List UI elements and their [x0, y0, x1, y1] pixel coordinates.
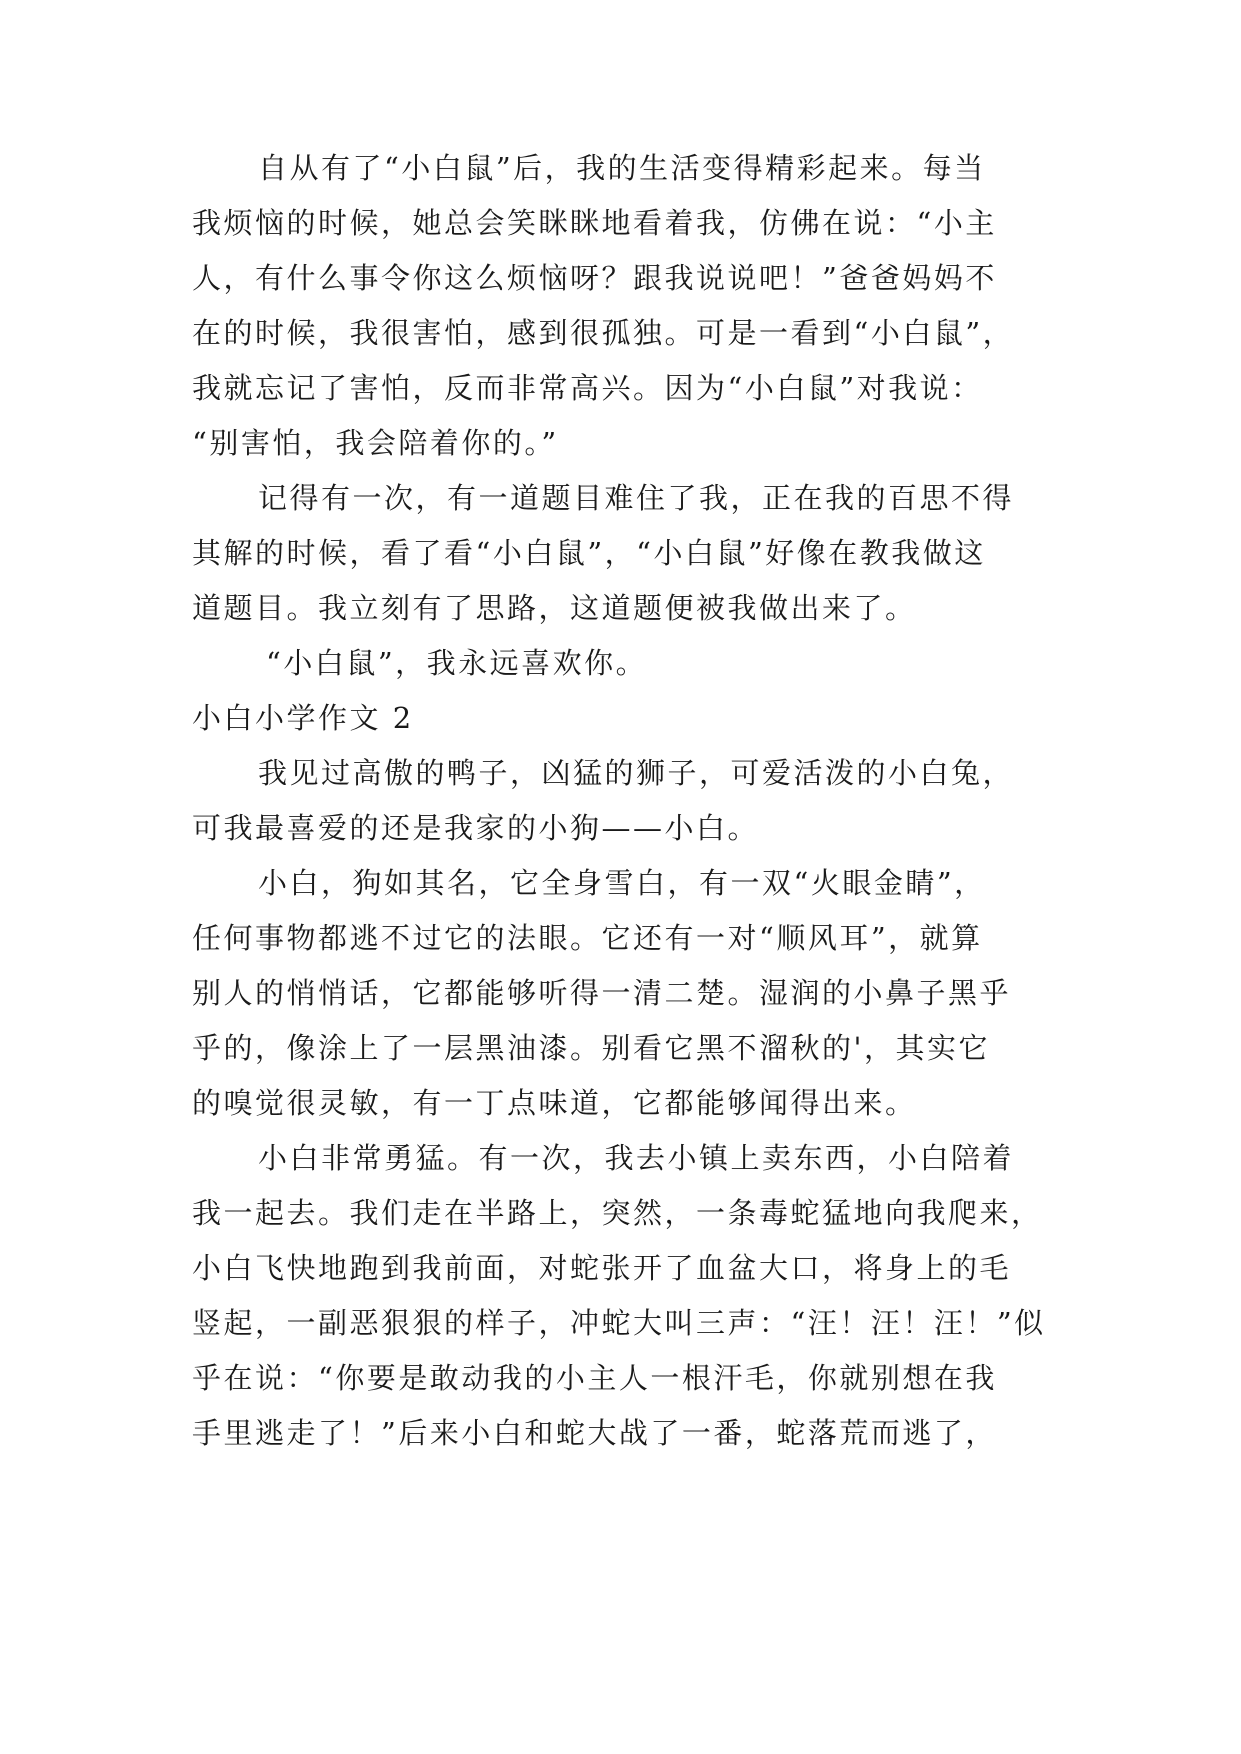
paragraph-line: “小白鼠”，我永远喜欢你。 [266, 646, 648, 680]
paragraph-line: 可我最喜爱的还是我家的小狗——小白。 [192, 811, 760, 845]
paragraph-line: “别害怕，我会陪着你的。” [192, 426, 559, 460]
paragraph-line: 乎在说：“你要是敢动我的小主人一根汗毛，你就别想在我 [192, 1361, 997, 1395]
section-title: 小白小学作文 2 [192, 701, 414, 735]
paragraph-line: 我烦恼的时候，她总会笑眯眯地看着我，仿佛在说：“小主 [192, 206, 997, 240]
paragraph-line: 我就忘记了害怕，反而非常高兴。因为“小白鼠”对我说： [192, 371, 983, 405]
paragraph-line: 小白，狗如其名，它全身雪白，有一双“火眼金睛”， [258, 866, 986, 900]
paragraph-line: 人，有什么事令你这么烦恼呀？跟我说说吧！”爸爸妈妈不 [192, 261, 997, 295]
paragraph-line: 小白飞快地跑到我前面，对蛇张开了血盆大口，将身上的毛 [192, 1251, 1012, 1285]
paragraph-line: 在的时候，我很害怕，感到很孤独。可是一看到“小白鼠”， [192, 316, 1015, 350]
paragraph-line: 乎的，像涂上了一层黑油漆。别看它黑不溜秋的'，其实它 [192, 1031, 990, 1065]
paragraph-line: 道题目。我立刻有了思路，这道题便被我做出来了。 [192, 591, 917, 625]
paragraph-line: 别人的悄悄话，它都能够听得一清二楚。湿润的小鼻子黑乎 [192, 976, 1012, 1010]
paragraph-line: 的嗅觉很灵敏，有一丁点味道，它都能够闻得出来。 [192, 1086, 917, 1120]
paragraph-line: 其解的时候，看了看“小白鼠”，“小白鼠”好像在教我做这 [192, 536, 986, 570]
paragraph-line: 竖起，一副恶狠狠的样子，冲蛇大叫三声：“汪！汪！汪！”似 [192, 1306, 1046, 1340]
paragraph-line: 自从有了“小白鼠”后，我的生活变得精彩起来。每当 [258, 151, 986, 185]
paragraph-line: 手里逃走了！”后来小白和蛇大战了一番，蛇落荒而逃了， [192, 1416, 997, 1450]
paragraph-line: 我一起去。我们走在半路上，突然，一条毒蛇猛地向我爬来， [192, 1196, 1043, 1230]
paragraph-line: 记得有一次，有一道题目难住了我，正在我的百思不得 [258, 481, 1015, 515]
paragraph-line: 小白非常勇猛。有一次，我去小镇上卖东西，小白陪着 [258, 1141, 1015, 1175]
paragraph-line: 任何事物都逃不过它的法眼。它还有一对“顺风耳”，就算 [192, 921, 983, 955]
paragraph-line: 我见过高傲的鸭子，凶猛的狮子，可爱活泼的小白兔， [258, 756, 1015, 790]
